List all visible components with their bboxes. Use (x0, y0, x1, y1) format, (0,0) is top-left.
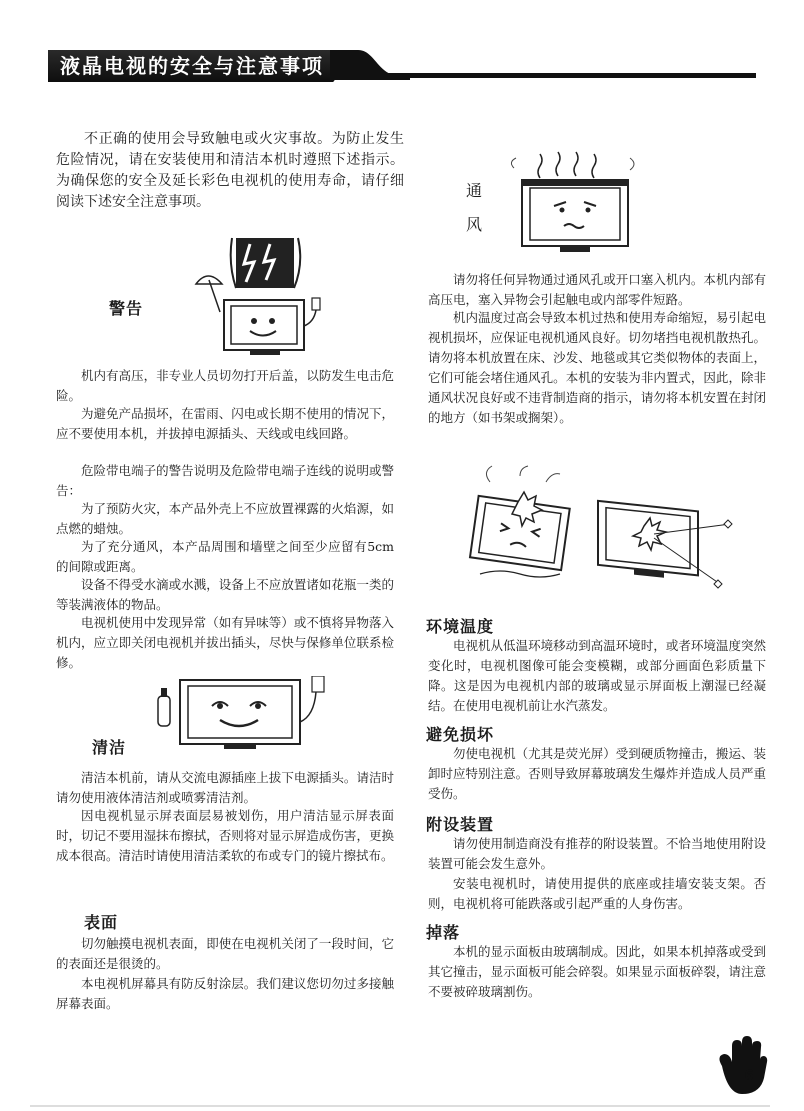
surface-paragraph: 本电视机屏幕具有防反射涂层。我们建议您切勿过多接触屏幕表面。 (56, 976, 394, 1011)
tv-falling-icon (460, 462, 580, 588)
intro-text: 不正确的使用会导致触电或火灾事故。为防止发生危险情况，请在安装使用和清洁本机时遵照下述指示。为确保您的安全及延长彩色电视机的使用寿命，请仔细阅读下述安全注意事项。 (56, 131, 404, 210)
falling-paragraph: 本机的显示面板由玻璃制成。因此，如果本机掉落或受到其它撞击，显示面板可能会碎裂。如果显示面板碎裂，请注意不要被碎玻璃割伤。 (428, 944, 766, 999)
ventilation-paragraph: 请勿将任何异物通过通风孔或开口塞入机内。本机内部有高压电，塞入异物会引起触电或内部零件短路。 (428, 272, 766, 307)
tv-impact-icon (590, 494, 740, 594)
heading-ventilation-char: 通 (466, 181, 483, 200)
warning-paragraph: 为了充分通风，本产品周围和墙壁之间至少应留有5cm的间隙或距离。 (56, 539, 394, 574)
warning-paragraph: 为了预防火灾，本产品外壳上不应放置裸露的火焰源，如点燃的蜡烛。 (56, 501, 394, 536)
warning-paragraph: 为避免产品损坏，在雷雨、闪电或长期不使用的情况下，应不要使用本机，并拔掉电源插头、天线或电线回路。 (56, 406, 394, 441)
surface-paragraph: 切勿触摸电视机表面，即使在电视机关闭了一段时间，它的表面还是很烫的。 (56, 936, 394, 971)
header-rule (360, 73, 756, 78)
heading-ventilation (466, 174, 486, 242)
heading-temperature: 环境温度 (426, 617, 495, 636)
hand-icon (714, 1036, 768, 1096)
cleaning-paragraph: 因电视机显示屏表面层易被划伤，用户清洁显示屏表面时，切记不要用湿抹布擦拭，否则将对显示屏造成伤害，更换成本很高。清洁时请使用清洁柔软的布或专门的镜片擦拭布。 (56, 808, 394, 863)
tv-storm-umbrella-icon (190, 234, 330, 360)
damage-paragraph: 勿使电视机（尤其是荧光屏）受到硬质物撞击，搬运、装卸时应特别注意。否则导致屏幕玻璃发生爆炸并造成人员严重受伤。 (428, 746, 766, 801)
footer-rule (30, 1104, 770, 1108)
tv-overheat-icon (500, 150, 650, 260)
page-title: 液晶电视的安全与注意事项 (60, 54, 324, 78)
heading-accessories: 附设装置 (426, 815, 495, 834)
warning-paragraph: 机内有高压，非专业人员切勿打开后盖，以防发生电击危险。 (56, 368, 394, 403)
heading-falling: 掉落 (426, 923, 461, 942)
warning-paragraph: 危险带电端子的警告说明及危险带电端子连线的说明或警告： (56, 463, 394, 498)
heading-ventilation-char: 风 (466, 215, 483, 234)
accessories-paragraph: 请勿使用制造商没有推荐的附设装置。不恰当地使用附设装置可能会发生意外。 (428, 836, 766, 871)
page-number: 6 (744, 1068, 754, 1084)
tv-plug-smile-icon (150, 676, 330, 752)
warning-paragraph: 电视机使用中发现异常（如有异味等）或不慎将异物落入机内，应立即关闭电视机并拔出插头，尽快与保修单位联系检修。 (56, 615, 394, 670)
heading-cleaning: 清洁 (92, 738, 127, 757)
heading-warning: 警告 (109, 299, 144, 318)
heading-surface: 表面 (84, 913, 119, 932)
cleaning-paragraph: 清洁本机前，请从交流电源插座上拔下电源插头。请洁时请勿使用液体清洁剂或喷雾清洁剂。 (56, 770, 394, 805)
accessories-paragraph: 安装电视机时，请使用提供的底座或挂墙安装支架。否则，电视机将可能跌落或引起严重的人身伤害。 (428, 876, 766, 911)
page-number-badge (714, 1036, 768, 1096)
heading-damage: 避免损坏 (426, 725, 495, 744)
temperature-paragraph: 电视机从低温环境移动到高温环境时，或者环境温度突然变化时，电视机图像可能会变模糊，或部分画面色彩质量下降。这是因为电视机内部的玻璃或显示屏面板上潮湿已经凝结。在使用电视机前让水汽蒸发。 (428, 638, 766, 713)
warning-paragraph: 设备不得受水滴或水溅，设备上不应放置诸如花瓶一类的等装满液体的物品。 (56, 577, 394, 612)
ventilation-paragraph: 机内温度过高会导致本机过热和使用寿命缩短，易引起电视机损坏，应保证电视机通风良好。切勿堵挡电视机散热孔。请勿将本机放置在床、沙发、地毯或其它类似物体的表面上，它们可能会堵住通风孔。本机的安装为非内置式，因此，除非通风状况良好或不违背制造商的指示，请勿将本机安置在封闭的地方（如书架或搁架）。 (428, 310, 766, 425)
